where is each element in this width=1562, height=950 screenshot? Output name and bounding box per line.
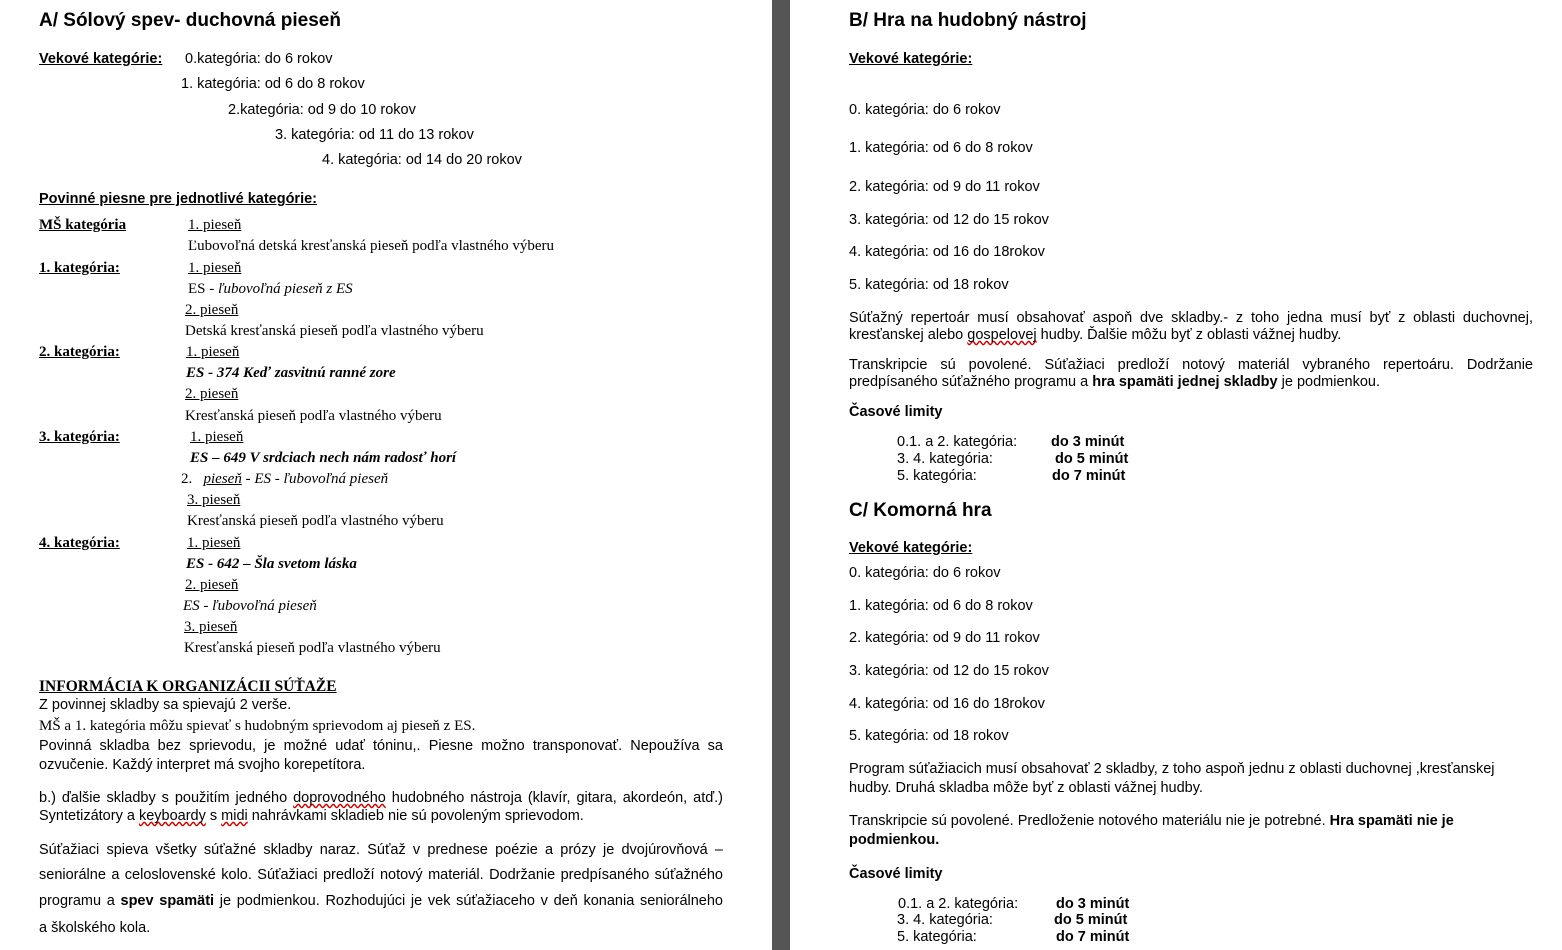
age-item: 3. kategória: od 12 do 15 rokov (849, 212, 1049, 228)
song-description: ES – 649 V srdciach nech nám radosť horí (190, 450, 457, 466)
category-1-label: 1. kategória: (39, 260, 120, 276)
section-c-title: C/ Komorná hra (849, 500, 992, 521)
category-ms-label: MŠ kategória (39, 217, 127, 233)
age-item: 4. kategória: od 14 do 20 rokov (322, 152, 522, 168)
age-item: 0. kategória: do 6 rokov (849, 565, 1001, 581)
age-item: 1. kategória: od 6 do 8 rokov (849, 140, 1033, 156)
age-categories-label: Vekové kategórie: (849, 540, 973, 556)
info-text: b.) ďalšie skladby s použitím jedného doprovodného hudobného nástroja (klavír, gitara, akordeón, atď.) (39, 790, 723, 806)
age-item: 3. kategória: od 12 do 15 rokov (849, 663, 1049, 679)
age-item: 0. kategória: do 6 rokov (849, 102, 1001, 118)
time-limit-category: 5. kategória: (897, 929, 977, 945)
age-item: 2. kategória: od 9 do 11 rokov (849, 630, 1040, 646)
song-description: Kresťanská pieseň podľa vlastného výberu (187, 513, 444, 529)
repertoire-text: kresťanskej alebo gospelovej hudby. Ďalšie môžu byť z oblasti vážnej hudby. (849, 327, 1342, 343)
info-text: Syntetizátory a keyboardy s midi nahrávkami skladieb nie sú povoleným sprievodom. (39, 808, 584, 824)
time-limit-category: 3. 4. kategória: (897, 912, 993, 928)
age-item: 1. kategória: od 6 do 8 rokov (849, 598, 1033, 614)
mandatory-songs-heading: Povinné piesne pre jednotlivé kategórie: (39, 191, 317, 207)
info-text: programu a spev spamäti je podmienkou. Rozhodujúci je vek súťažiaceho v deň konania seniorálneho (39, 893, 723, 909)
time-limit-category: 0.1. a 2. kategória: (897, 434, 1018, 450)
song-description: Ľubovoľná detská kresťanská pieseň podľa vlastného výberu (188, 238, 554, 254)
category-4-label: 4. kategória: (39, 535, 120, 551)
info-text: ozvučenie. Každý interpret má svojho korepetítora. (39, 757, 366, 773)
song-number: 2. pieseň (185, 386, 239, 402)
age-categories-label: Vekové kategórie: (849, 51, 973, 67)
transcription-text: podmienkou. (849, 832, 940, 848)
age-item: 5. kategória: od 18 rokov (849, 728, 1009, 744)
document-page-left (0, 0, 772, 950)
age-item: 2. kategória: od 9 do 11 rokov (849, 179, 1040, 195)
info-text: seniorálne a celoslovenské kolo. Súťažiaci predloží notový materiál. Dodržanie predpísaného súťažného (39, 867, 723, 883)
age-item: 4. kategória: od 16 do 18rokov (849, 244, 1045, 260)
time-limit-value: do 5 minút (1055, 451, 1129, 467)
song-description: ES - ľubovoľná pieseň z ES (188, 281, 353, 297)
song-description: Detská kresťanská pieseň podľa vlastného výberu (185, 323, 484, 339)
age-item: 1. kategória: od 6 do 8 rokov (181, 76, 365, 92)
section-a-title: A/ Sólový spev- duchovná pieseň (39, 10, 341, 31)
age-item: 3. kategória: od 11 do 13 rokov (275, 127, 474, 143)
time-limits-label: Časové limity (849, 866, 943, 882)
age-item: 2.kategória: od 9 do 10 rokov (228, 102, 416, 118)
transcription-text: Transkripcie sú povolené. Predloženie notového materiálu nie je potrebné. Hra spamäti nie je (849, 813, 1454, 829)
song-description: ES - 374 Keď zasvitnú ranné zore (186, 365, 396, 381)
time-limit-value: do 3 minút (1056, 896, 1130, 912)
song-number: 1. pieseň (187, 535, 241, 551)
info-text: Súťažiaci spieva všetky súťažné skladby naraz. Súťaž v prednese poézie a prózy je dvojúrovňová – (39, 842, 723, 858)
document-page-right (790, 0, 1562, 950)
song-number: 1. pieseň (188, 260, 242, 276)
song-number: 1. pieseň (188, 217, 242, 233)
song-number: 3. pieseň (187, 492, 241, 508)
time-limit-value: do 7 minút (1052, 468, 1126, 484)
song-number: 1. pieseň (190, 429, 244, 445)
info-text: Povinná skladba bez sprievodu, je možné udať tóninu,. Piesne možno transponovať. Nepoužíva sa (39, 738, 723, 754)
time-limit-category: 0.1. a 2. kategória: (898, 896, 1019, 912)
info-heading: INFORMÁCIA K ORGANIZÁCII SÚŤAŽE (39, 678, 337, 695)
song-description: 2. pieseň - ES - ľubovoľná pieseň (181, 471, 389, 487)
song-number: 2. pieseň (185, 577, 239, 593)
age-categories-label: Vekové kategórie: (39, 51, 163, 67)
age-item: 5. kategória: od 18 rokov (849, 277, 1009, 293)
song-number: 1. pieseň (186, 344, 240, 360)
song-number: 2. pieseň (185, 302, 239, 318)
page-gutter (772, 0, 790, 950)
time-limit-category: 5. kategória: (897, 468, 977, 484)
program-text: hudby. Druhá skladba môže byť z oblasti vážnej hudby. (849, 780, 1203, 796)
info-text: a školského kola. (39, 920, 151, 936)
age-item: 0.kategória: do 6 rokov (185, 51, 333, 67)
time-limits-label: Časové limity (849, 404, 943, 420)
transcription-text: Transkripcie sú povolené. Súťažiaci predloží notový materiál vybraného repertoáru. Dodržanie (849, 357, 1533, 373)
song-description: Kresťanská pieseň podľa vlastného výberu (184, 640, 441, 656)
repertoire-text: Súťažný repertoár musí obsahovať aspoň dve skladby.- z toho jedna musí byť z oblasti duchovnej, (849, 310, 1533, 326)
time-limit-value: do 7 minút (1056, 929, 1130, 945)
time-limit-value: do 3 minút (1051, 434, 1125, 450)
time-limit-value: do 5 minút (1054, 912, 1128, 928)
category-3-label: 3. kategória: (39, 429, 120, 445)
program-text: Program súťažiacich musí obsahovať 2 skladby, z toho aspoň jednu z oblasti duchovnej ,kresťanskej (849, 761, 1495, 777)
song-description: ES - 642 – Šla svetom láska (186, 556, 357, 572)
section-b-title: B/ Hra na hudobný nástroj (849, 10, 1087, 31)
song-description: Kresťanská pieseň podľa vlastného výberu (185, 408, 442, 424)
info-text: Z povinnej skladby sa spievajú 2 verše. (39, 697, 292, 713)
song-description: ES - ľubovoľná pieseň (183, 598, 317, 614)
song-number: 3. pieseň (184, 619, 238, 635)
category-2-label: 2. kategória: (39, 344, 120, 360)
age-item: 4. kategória: od 16 do 18rokov (849, 696, 1045, 712)
time-limit-category: 3. 4. kategória: (897, 451, 993, 467)
info-text: MŠ a 1. kategória môžu spievať s hudobným sprievodom aj pieseň z ES. (39, 718, 476, 734)
transcription-text: predpísaného súťažného programu a hra spamäti jednej skladby je podmienkou. (849, 374, 1380, 390)
